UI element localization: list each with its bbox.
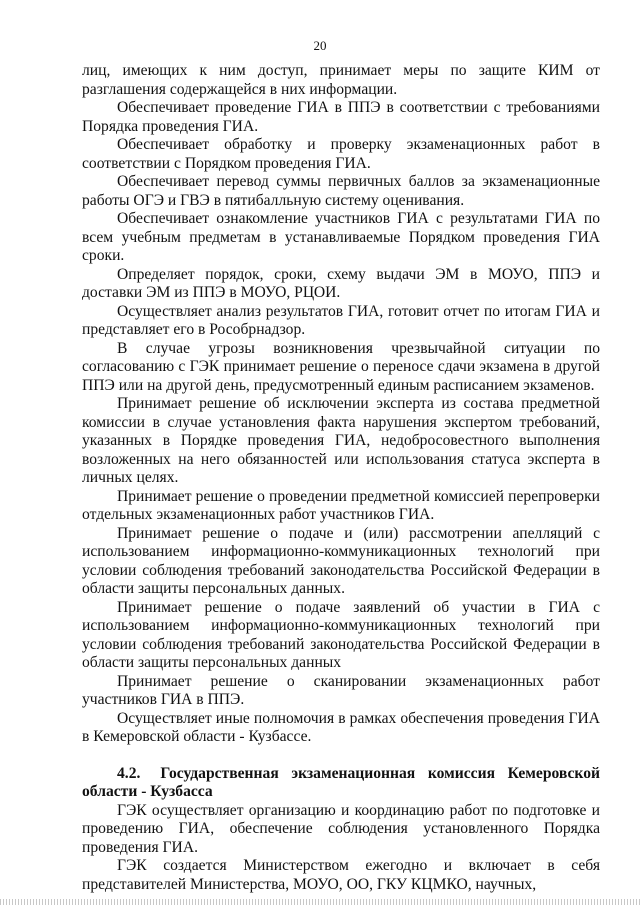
- paragraph-exam-conduct: Обеспечивает проведение ГИА в ППЭ в соответствии с требованиями Порядка проведения ГИА.: [82, 99, 600, 135]
- paragraph-gek-organization: ГЭК осуществляет организацию и координацию работ по подготовке и проведению ГИА, обеспечение соблюдения установленного Порядка проведения ГИА.: [82, 801, 600, 856]
- paragraph-score-conversion: Обеспечивает перевод суммы первичных баллов за экзаменационные работы ОГЭ и ГВЭ в пятибалльную систему оценивания.: [82, 173, 600, 209]
- paragraph-materials-delivery: Определяет порядок, сроки, схему выдачи ЭМ в МОУО, ППЭ и доставки ЭМ из ППЭ в МОУО, РЦОИ.: [82, 265, 600, 301]
- paragraph-appeals: Принимает решение о подаче и (или) рассмотрении апелляций с использованием информационно-коммуникационных технологий при условии соблюдения требований законодательства Российской Федерации в области защиты персональных данных.: [82, 524, 600, 597]
- paragraph-results-review: Обеспечивает ознакомление участников ГИА с результатами ГИА по всем учебным предметам в устанавливаемые Порядком проведения ГИА сроки.: [82, 210, 600, 264]
- paragraph-other-powers: Осуществляет иные полномочия в рамках обеспечения проведения ГИА в Кемеровской области - Кузбассе.: [82, 709, 600, 745]
- section-title: Государственная экзаменационная комиссия Кемеровской области - Кузбасса: [82, 764, 600, 800]
- section-heading: [82, 765, 600, 802]
- paragraph-gek-composition: ГЭК создается Министерством ежегодно и включает в себя представителей Министерства, МОУО, ОО, ГКУ КЦМКО, научных,: [82, 857, 600, 893]
- page-number: 20: [313, 38, 327, 53]
- paragraph-results-analysis: Осуществляет анализ результатов ГИА, готовит отчет по итогам ГИА и представляет его в Рособрнадзор.: [82, 302, 600, 338]
- document-body: [82, 62, 600, 894]
- paragraph-expert-exclusion: Принимает решение об исключении эксперта из состава предметной комиссии в случае установления факта нарушения экспертом требований, указанных в Порядке проведения ГИА, недобросовестного выполнения возложенных на него обязанностей или использования статуса эксперта в личных целях.: [82, 395, 600, 486]
- section-number: 4.2.: [117, 764, 141, 782]
- paragraph-continuation: лиц, имеющих к ним доступ, принимает меры по защите КИМ от разглашения содержащейся в них информации.: [82, 62, 600, 98]
- paragraph-applications: Принимает решение о подаче заявлений об участии в ГИА с использованием информационно-коммуникационных технологий при условии соблюдения требований законодательства Российской Федерации в области защиты персональных данных: [82, 598, 600, 671]
- paragraph-recheck: Принимает решение о проведении предметной комиссией перепроверки отдельных экзаменационных работ участников ГИА.: [82, 487, 600, 523]
- paragraph-emergency: В случае угрозы возникновения чрезвычайной ситуации по согласованию с ГЭК принимает решение о переносе сдачи экзамена в другой ППЭ или на другой день, предусмотренный единым расписанием экзаменов.: [82, 339, 600, 394]
- paragraph-work-processing: Обеспечивает обработку и проверку экзаменационных работ в соответствии с Порядком проведения ГИА.: [82, 136, 600, 172]
- paragraph-scanning: Принимает решение о сканировании экзаменационных работ участников ГИА в ППЭ.: [82, 672, 600, 708]
- scan-edge: [0, 899, 640, 905]
